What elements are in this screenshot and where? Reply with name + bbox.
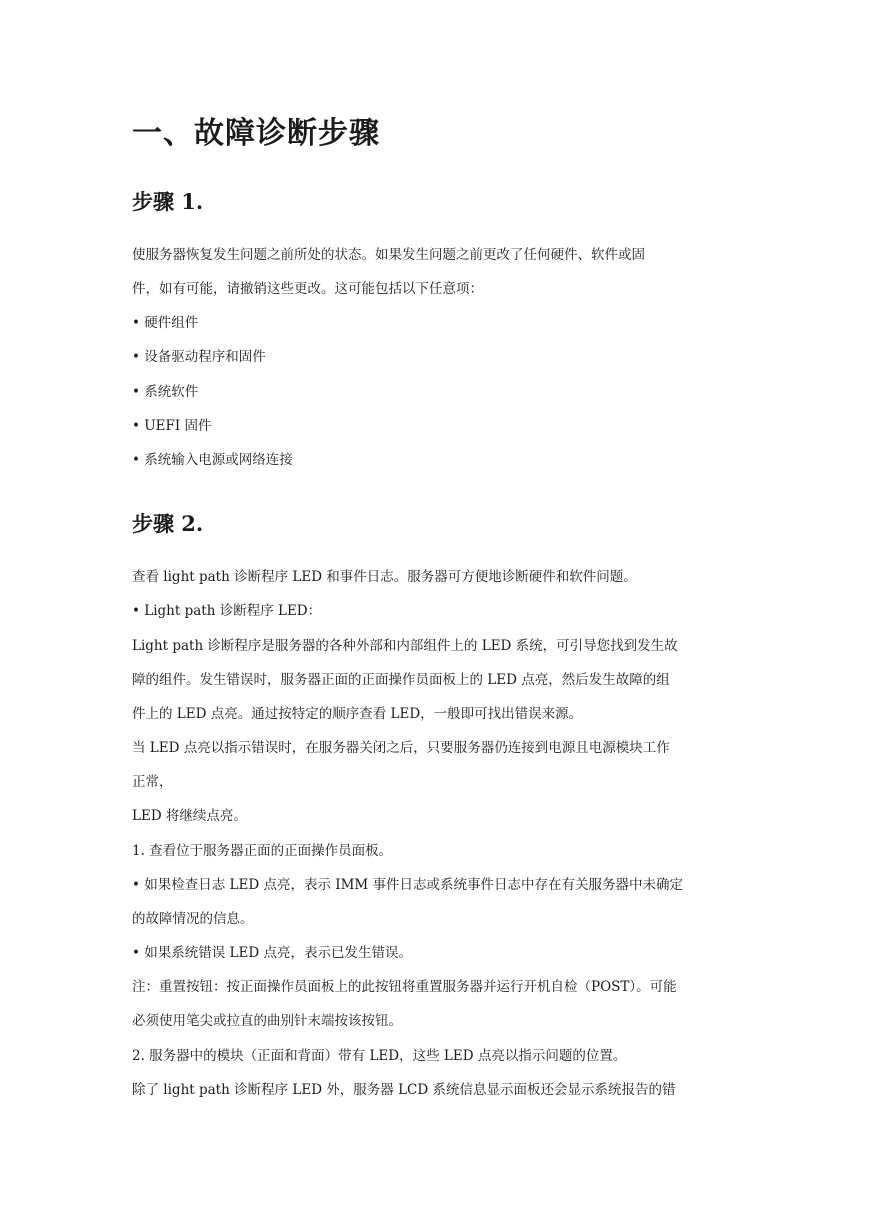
step1-bullet-hardware: • 硬件组件 — [132, 315, 199, 331]
step2-line-7: 正常， — [132, 774, 173, 790]
step2-line-4: 障的组件。发生错误时，服务器正面的正面操作员面板上的 LED 点亮，然后发生故障的组 — [132, 672, 670, 688]
step2-line-5: 件上的 LED 点亮。通过按特定的顺序查看 LED，一般即可找出错误来源。 — [132, 706, 583, 722]
step2-heading: 步骤 2. — [132, 511, 204, 536]
step2-line-11: 的故障情况的信息。 — [132, 911, 254, 927]
step2-line-8: LED 将继续点亮。 — [132, 808, 247, 824]
step2-line-3: Light path 诊断程序是服务器的各种外部和内部组件上的 LED 系统，可引导您找到发生故 — [132, 638, 678, 654]
step2-line-9: 1. 查看位于服务器正面的正面操作员面板。 — [132, 843, 393, 859]
step2-line-14: 必须使用笔尖或拉直的曲别针末端按该按钮。 — [132, 1013, 402, 1029]
step1-bullet-uefi: • UEFI 固件 — [132, 418, 212, 434]
step2-line-1: 查看 light path 诊断程序 LED 和事件日志。服务器可方便地诊断硬件和软件问题。 — [132, 569, 637, 585]
step1-bullet-power: • 系统输入电源或网络连接 — [132, 452, 293, 468]
step2-line-10: • 如果检查日志 LED 点亮，表示 IMM 事件日志或系统事件日志中存在有关服务器中未确定 — [132, 877, 684, 893]
step2-line-15: 2. 服务器中的模块（正面和背面）带有 LED，这些 LED 点亮以指示问题的位置。 — [132, 1048, 627, 1064]
step1-bullet-drivers: • 设备驱动程序和固件 — [132, 349, 266, 365]
step2-line-16: 除了 light path 诊断程序 LED 外，服务器 LCD 系统信息显示面板还会显示系统报告的错 — [132, 1082, 676, 1098]
step2-line-13: 注：重置按钮：按正面操作员面板上的此按钮将重置服务器并运行开机自检（POST）。可能 — [132, 979, 677, 995]
step2-line-2: • Light path 诊断程序 LED： — [132, 603, 322, 619]
page-title: 一、故障诊断步骤 — [132, 116, 380, 151]
step2-line-12: • 如果系统错误 LED 点亮，表示已发生错误。 — [132, 945, 412, 961]
step1-bullet-software: • 系统软件 — [132, 384, 199, 400]
step2-line-6: 当 LED 点亮以指示错误时，在服务器关闭之后，只要服务器仍连接到电源且电源模块工作 — [132, 740, 670, 756]
step1-line-2: 件，如有可能，请撤销这些更改。这可能包括以下任意项： — [132, 281, 483, 297]
step1-heading: 步骤 1. — [132, 189, 204, 214]
step1-line-1: 使服务器恢复发生问题之前所处的状态。如果发生问题之前更改了任何硬件、软件或固 — [132, 247, 645, 263]
